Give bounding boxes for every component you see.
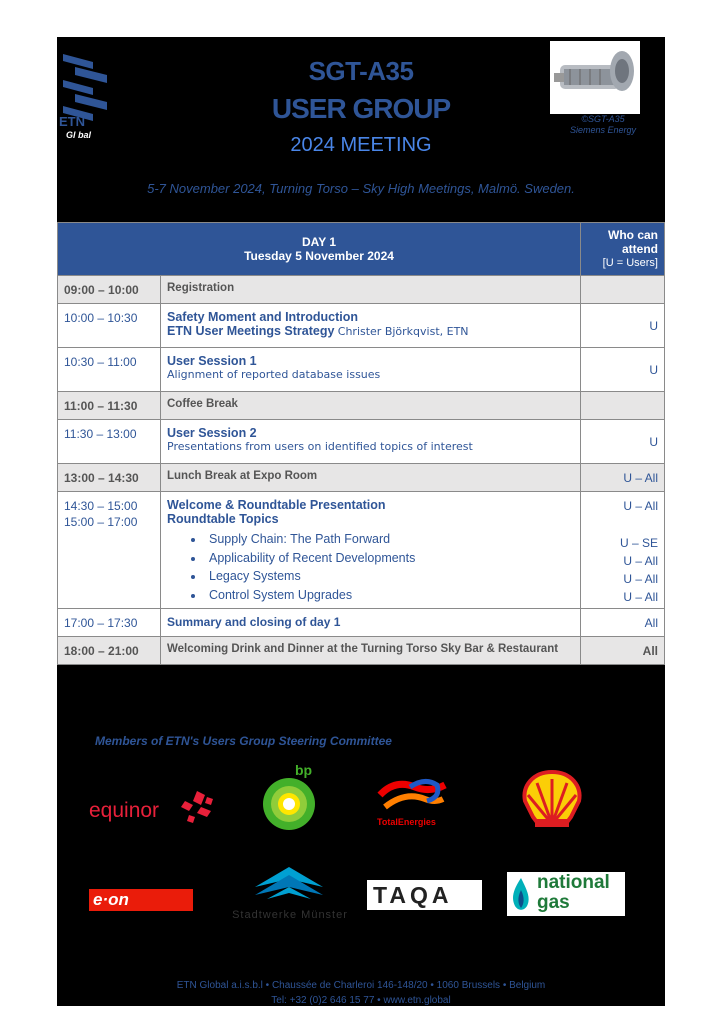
row-who: All (581, 609, 665, 637)
shell-pecten-icon (519, 769, 585, 831)
table-row (58, 609, 665, 637)
bp-logo (261, 762, 319, 832)
taqa-logo (367, 880, 482, 910)
row-time: 11:30 – 13:00 (58, 420, 161, 464)
row-who: U (581, 304, 665, 348)
footer-address: ETN Global a.i.s.b.l • Chaussée de Charleroi 146-148/20 • 1060 Brussels • Belgium (176, 980, 546, 991)
equinor-logo-text: equinor (89, 799, 160, 822)
list-item: • Legacy Systems (205, 567, 580, 586)
who-header-line3: [U = Users] (602, 257, 658, 269)
who-topic: U – SE (619, 536, 658, 550)
who-header-line2: attend (622, 242, 658, 256)
row-title: Registration (161, 276, 581, 304)
row-time-1: 14:30 – 15:00 (64, 499, 138, 513)
who-header-line1: Who can (608, 228, 658, 242)
row-title2: Roundtable Topics (167, 512, 279, 526)
table-row (58, 392, 665, 420)
shell-logo (519, 769, 585, 831)
nationalgas-logo (507, 872, 625, 916)
caption-line2: Siemens Energy (569, 125, 637, 135)
caption-line1: ©SGT-A35 (581, 114, 625, 124)
row-sub: Presentations from users on identified topics of interest (167, 440, 473, 453)
row-time: 10:00 – 10:30 (58, 304, 161, 348)
row-who (581, 392, 665, 420)
row-desc (161, 304, 581, 348)
table-row (58, 276, 665, 304)
row-title: Welcome & Roundtable Presentation (167, 498, 386, 512)
table-row (58, 304, 665, 348)
row-time: 18:00 – 21:00 (58, 637, 161, 665)
schedule-table (57, 222, 665, 665)
who-welcome: U – All (623, 499, 658, 513)
totalenergies-logo (375, 777, 450, 829)
row-time: 10:30 – 11:00 (58, 348, 161, 392)
row-time: 11:00 – 11:30 (58, 392, 161, 420)
bp-logo-text: bp (295, 762, 313, 778)
table-row (58, 348, 665, 392)
row-sub: Alignment of reported database issues (167, 368, 381, 381)
day-date: Tuesday 5 November 2024 (244, 249, 394, 263)
stadtwerke-icon (251, 865, 327, 905)
row-title: Welcoming Drink and Dinner at the Turning Torso Sky Bar & Restaurant (161, 637, 581, 665)
etn-logo-text: ETN (59, 114, 85, 129)
row-desc (161, 420, 581, 464)
row-title: User Session 2 (167, 426, 257, 440)
row-title: Summary and closing of day 1 (161, 609, 581, 637)
equinor-star-icon (177, 789, 217, 827)
row-who: U – All (581, 464, 665, 492)
row-who: All (581, 637, 665, 665)
table-row (58, 420, 665, 464)
who-topic: U – All (623, 554, 658, 568)
row-who (581, 276, 665, 304)
row-time (58, 492, 161, 609)
equinor-logo (89, 789, 219, 829)
row-who: U (581, 420, 665, 464)
row-desc (161, 492, 581, 609)
row-speaker: Christer Björkqvist, ETN (337, 325, 469, 338)
row-time: 13:00 – 14:30 (58, 464, 161, 492)
eon-logo (89, 889, 193, 911)
title-line2: USER GROUP (271, 93, 451, 124)
row-title: Lunch Break at Expo Room (161, 464, 581, 492)
list-item: • Supply Chain: The Path Forward (205, 530, 580, 549)
turbine-image (550, 41, 640, 114)
table-row (58, 464, 665, 492)
list-item: • Applicability of Recent Developments (205, 549, 580, 568)
day-title: DAY 1 (301, 235, 337, 249)
row-who: U (581, 348, 665, 392)
title-line1: SGT-A35 (308, 56, 414, 86)
who-topic: U – All (623, 590, 658, 604)
day-header (58, 223, 581, 276)
row-desc (161, 348, 581, 392)
taqa-logo-text: TAQA (373, 882, 453, 908)
row-title: Coffee Break (161, 392, 581, 420)
turbine-icon (550, 41, 640, 114)
stadtwerke-text: Stadtwerke Münster (232, 909, 348, 921)
global-logo-text: Gl bal (66, 130, 92, 140)
row-who (581, 492, 665, 609)
nationalgas-text-1: national (537, 872, 610, 893)
table-row (58, 492, 665, 609)
row-title: User Session 1 (167, 354, 257, 368)
footer-contact: Tel: +32 (0)2 646 15 77 • www.etn.global (271, 995, 451, 1006)
who-topic: U – All (623, 572, 658, 586)
list-item: • Control System Upgrades (205, 586, 580, 605)
totalenergies-icon (375, 777, 450, 817)
stadtwerke-logo (225, 865, 355, 927)
image-caption (553, 114, 653, 136)
title-line3: 2024 MEETING (290, 134, 432, 156)
flame-icon (509, 876, 533, 912)
event-subtitle: 5-7 November 2024, Turning Torso – Sky High Meetings, Malmö. Sweden. (147, 181, 575, 196)
nationalgas-text-2: gas (537, 892, 570, 913)
row-time: 17:00 – 17:30 (58, 609, 161, 637)
eon-logo-text: e·on (93, 890, 129, 909)
agenda-page (57, 37, 665, 1006)
table-header-row (58, 223, 665, 276)
who-header (581, 223, 665, 276)
row-title: Safety Moment and Introduction (167, 310, 358, 324)
row-time: 09:00 – 10:00 (58, 276, 161, 304)
table-row (58, 637, 665, 665)
footer (57, 978, 665, 1008)
roundtable-topics (167, 530, 580, 604)
totalenergies-text: TotalEnergies (377, 817, 436, 827)
row-title2: ETN User Meetings Strategy (167, 324, 335, 338)
row-time-2: 15:00 – 17:00 (64, 515, 138, 529)
bp-helios-icon (261, 776, 317, 832)
members-title: Members of ETN's Users Group Steering Committee (95, 734, 392, 748)
